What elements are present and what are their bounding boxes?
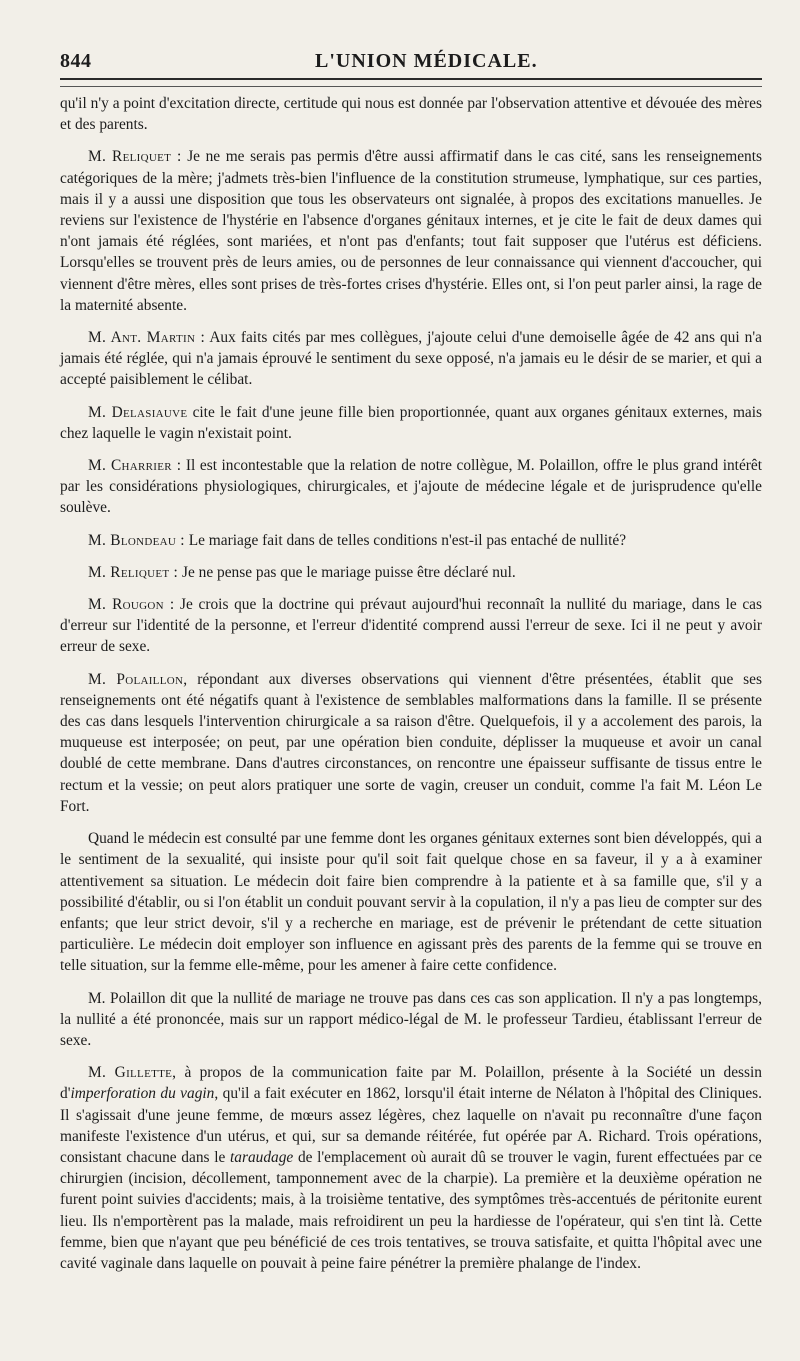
speaker-name: M. Charrier : (88, 457, 182, 475)
speaker-name: M. Polaillon, (88, 670, 188, 688)
paragraph-continuation (60, 93, 762, 135)
header-rule-thin (60, 86, 762, 87)
speaker-name: M. Rougon : (88, 596, 175, 614)
speaker-name: M. Ant. Martin : (88, 329, 206, 347)
paragraph-text: Quand le médecin est consulté par une femme dont les organes génitaux externes sont bien développés, qui a le sentiment de la sexualité, qui insiste pour qu'il soit fait quelque chose en sa faveur, il y a à examiner attentivement sa situation. Le médecin doit faire bien comprendre à la patiente et à sa famille que, s'il y a possibilité d'établir, ou si l'on établit un conduit pouvant servir à la copulation, il n'y a pas lieu de compter sur des enfants; que leur strict devoir, s'il y a recherche en mariage, est de prévenir le prétendant de cette situation particulière. Le médecin doit employer son influence en agissant près des parents de la femme qui se trouve en telle situation, sur la femme elle-même, pour les amener à faire cette confidence. (60, 830, 762, 975)
paragraph-text: Il est incontestable que la relation de notre collègue, M. Polaillon, offre le plus grand intérêt par les considérations physiologiques, chirurgicales, et j'ajoute de médecine légale et de jurisprudence qu'elle soulève. (60, 457, 763, 517)
paragraph-medecin (60, 828, 762, 976)
paragraph-reliquet (60, 146, 762, 316)
paragraph-text: qu'il n'y a point d'excitation directe, certitude qui nous est donnée par l'observation attentive et dévouée des mères et des parents. (60, 95, 762, 134)
paragraph-delasiauve (60, 402, 762, 444)
paragraph-text: répondant aux diverses observations qui viennent d'être présentées, établit que ses renseignements ont été négatifs quant à l'existence de semblables malformations dans la famille. Il se présente des cas dans lesquels l'intervention chirurgicale a sa raison d'être. Quelquefois, il y a accolement des parois, la muqueuse est interposée; on peut, par une opération bien conduite, déplisser la muqueuse et avoir un canal doublé de cette membrane. Dans d'autres circonstances, on rencontre une épaisseur suffisante de tissus entre le rectum et la vessie; on peut alors pratiquer une sorte de vagin, creuser un conduit, comme l'a fait M. Léon Le Fort. (60, 670, 762, 815)
speaker-name: M. Reliquet : (88, 148, 182, 166)
header-rule (60, 78, 762, 80)
speaker-name: M. Gillette, (88, 1064, 177, 1082)
paragraph-text: Je ne me serais pas permis d'être aussi affirmatif dans le cas cité, sans les renseignements catégoriques de la mère; j'admets très-bien l'influence de la constitution strumeuse, lymphatique, sur ces parties, mais il y a aussi une disposition que tous les observateurs ont signalée, à propos des excitations manuelles. Je reviens sur l'existence de l'hystérie en l'absence d'organes génitaux internes, et je cite le fait de deux dames qui n'ont jamais été réglées, sont mariées, et n'ont pas d'enfants; tout fait supposer que l'utérus est déficiens. Lorsqu'elles se trouvent près de leurs amies, ou de personnes de leur connaissance qui viennent d'accoucher, qui viennent d'être mères, elles sont prises de très-fortes crises d'hystérie. Elles ont, si l'on peut parler ainsi, la rage de la maternité absente. (60, 148, 762, 314)
paragraph-reliquet-2 (60, 562, 762, 583)
page-number: 844 (60, 50, 92, 72)
paragraph-nullite (60, 988, 762, 1052)
paragraph-gillette (60, 1062, 762, 1274)
paragraph-text: M. Polaillon dit que la nullité de mariage ne trouve pas dans ces cas son application. Il n'y a pas longtemps, la nullité a été prononcée, mais sur un rapport médico-légal de M. le professeur Tardieu, établissant l'erreur de sexe. (60, 989, 762, 1049)
paragraph-text: Le mariage fait dans de telles conditions n'est-il pas entaché de nullité? (188, 531, 627, 549)
paragraph-text: Aux faits cités par mes collègues, j'ajoute celui d'une demoiselle âgée de 42 ans qui n'a jamais été réglée, qui n'a jamais éprouvé le sentiment du sexe opposé, n'a jamais eu le désir de se marier, et qui a accepté paisiblement le célibat. (60, 329, 762, 389)
speaker-name: M. Delasiauve (88, 403, 188, 421)
paragraph-text: Je ne pense pas que le mariage puisse être déclaré nul. (181, 563, 516, 581)
paragraph-rougon (60, 594, 762, 658)
paragraph-text: , qu'il a fait exécuter en 1862, lorsqu'il était interne de Nélaton à l'hôpital des Cliniques. Il s'agissait d'une jeune femme, de mœurs assez légères, chez laquelle on n'avait pu reconnaître d'une façon manifeste l'existence d'un utérus, et qui, sur sa demande réitérée, fut opérée par A. Richard. Trois opérations, consistant chacune dans le (60, 1085, 762, 1166)
running-title: L'UNION MÉDICALE. (315, 50, 538, 72)
paragraph-charrier (60, 455, 762, 519)
paragraph-text: de l'emplacement où aurait dû se trouver le vagin, furent effectuées par ce chirurgien (incision, décollement, tamponnement avec de la charpie). La première et la deuxième opération ne furent point suivies d'accidents; mais, à la troisième tentative, des symptômes très-accentués de péritonite eurent lieu. Ils n'emportèrent pas la malade, mais refroidirent un peu la hardiesse de l'opérateur, qui s'en tint là. Cette femme, bien que n'ayant que peu bénéficié de ces trois tentatives, se trouva satisfaite, et quitta l'hôpital avec une cavité vaginale dans laquelle on pouvait à peine faire pénétrer la première phalange de l'index. (60, 1148, 762, 1272)
paragraph-text: à propos de la communication faite par M. Polaillon, présente à la Société un dessin d' (60, 1064, 762, 1103)
speaker-name: M. Blondeau : (88, 531, 185, 549)
speaker-name: M. Reliquet : (88, 563, 179, 581)
paragraph-text: cite le fait d'une jeune fille bien proportionnée, quant aux organes génitaux externes, mais chez laquelle le vagin n'existait point. (60, 403, 763, 442)
paragraph-martin (60, 327, 762, 391)
article-body (60, 93, 762, 1274)
paragraph-polaillon (60, 669, 762, 817)
page-header (60, 42, 762, 76)
paragraph-text: Je crois que la doctrine qui prévaut aujourd'hui reconnaît la nullité du mariage, dans le cas d'erreur sur l'identité de la personne, et l'erreur d'identité comprend aussi l'erreur de sexe. Ici il ne peut y avoir erreur de sexe. (60, 596, 762, 656)
italic-term: taraudage (229, 1148, 294, 1166)
paragraph-blondeau (60, 530, 762, 551)
italic-term: imperforation du vagin (70, 1085, 215, 1103)
